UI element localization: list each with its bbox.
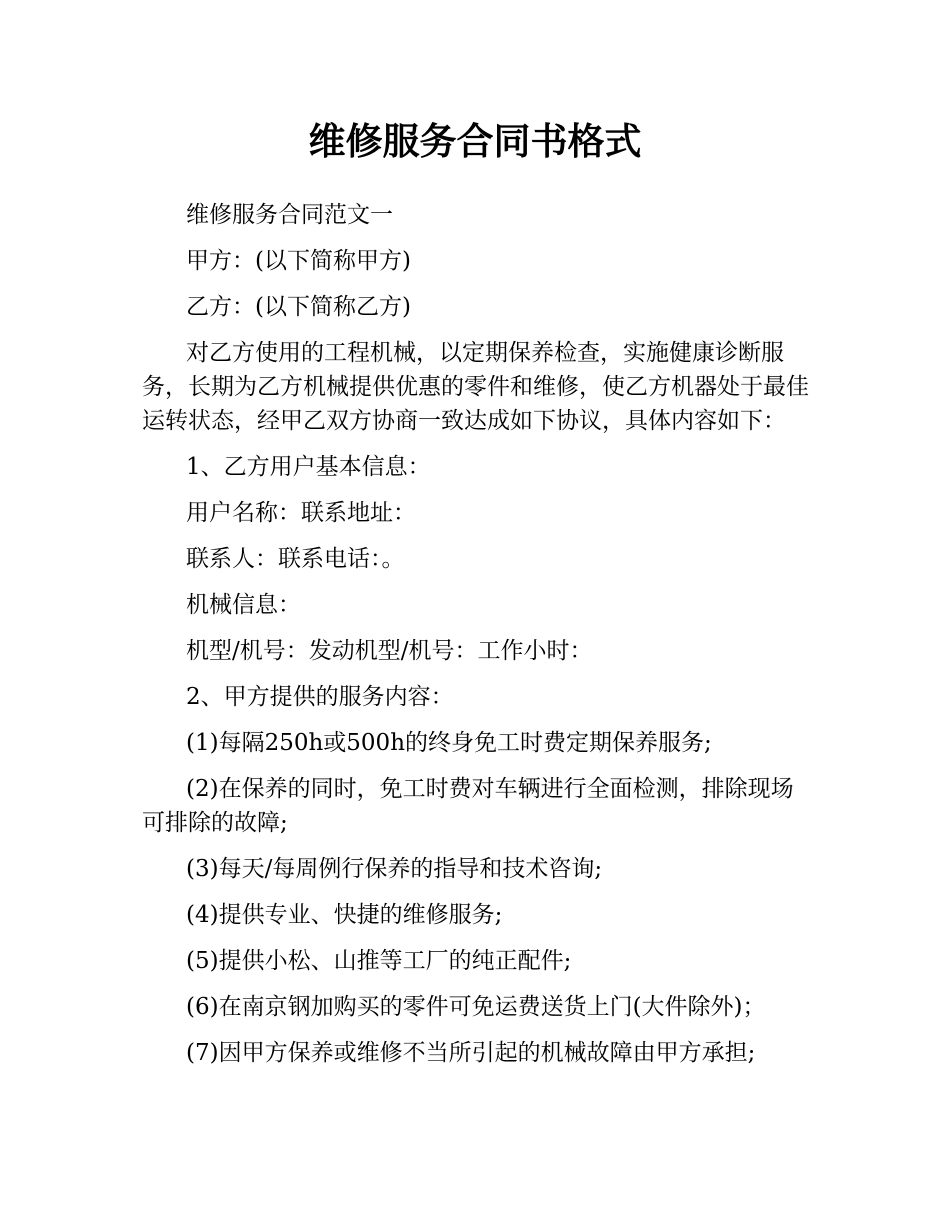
paragraph-item-5: (5)提供小松、山推等工厂的纯正配件; bbox=[186, 948, 572, 974]
paragraph-party-a: 甲方：(以下简称甲方) bbox=[186, 248, 411, 274]
paragraph-machine-model: 机型/机号：发动机型/机号：工作小时： bbox=[186, 638, 593, 664]
paragraph-item-3: (3)每天/每周例行保养的指导和技术咨询; bbox=[186, 856, 603, 882]
document-body bbox=[142, 198, 814, 1082]
paragraph-item-2: (2)在保养的同时，免工时费对车辆进行全面检测，排除现场可排除的故障; bbox=[142, 776, 794, 836]
paragraph-section-1: 1、乙方用户基本信息： bbox=[186, 454, 431, 480]
paragraph-user-name: 用户名称：联系地址： bbox=[186, 500, 416, 526]
paragraph-machine-info: 机械信息： bbox=[186, 592, 301, 618]
paragraph-party-b: 乙方：(以下简称乙方) bbox=[186, 294, 411, 320]
paragraph-item-4: (4)提供专业、快捷的维修服务; bbox=[186, 902, 503, 928]
paragraph-item-7: (7)因甲方保养或维修不当所引起的机械故障由甲方承担; bbox=[186, 1040, 756, 1066]
paragraph-intro: 对乙方使用的工程机械，以定期保养检查，实施健康诊断服务，长期为乙方机械提供优惠的零件和维修，使乙方机器处于最佳运转状态，经甲乙双方协商一致达成如下协议，具体内容如下： bbox=[142, 340, 809, 434]
paragraph-contact: 联系人：联系电话：。 bbox=[186, 546, 405, 572]
paragraph-contract-sample: 维修服务合同范文一 bbox=[186, 202, 393, 228]
document-title: 维修服务合同书格式 bbox=[308, 120, 642, 163]
paragraph-section-2: 2、甲方提供的服务内容： bbox=[186, 684, 454, 710]
paragraph-item-6: (6)在南京钢加购买的零件可免运费送货上门(大件除外)； bbox=[186, 994, 766, 1020]
paragraph-item-1: (1)每隔250h或500h的终身免工时费定期保养服务; bbox=[186, 730, 712, 756]
